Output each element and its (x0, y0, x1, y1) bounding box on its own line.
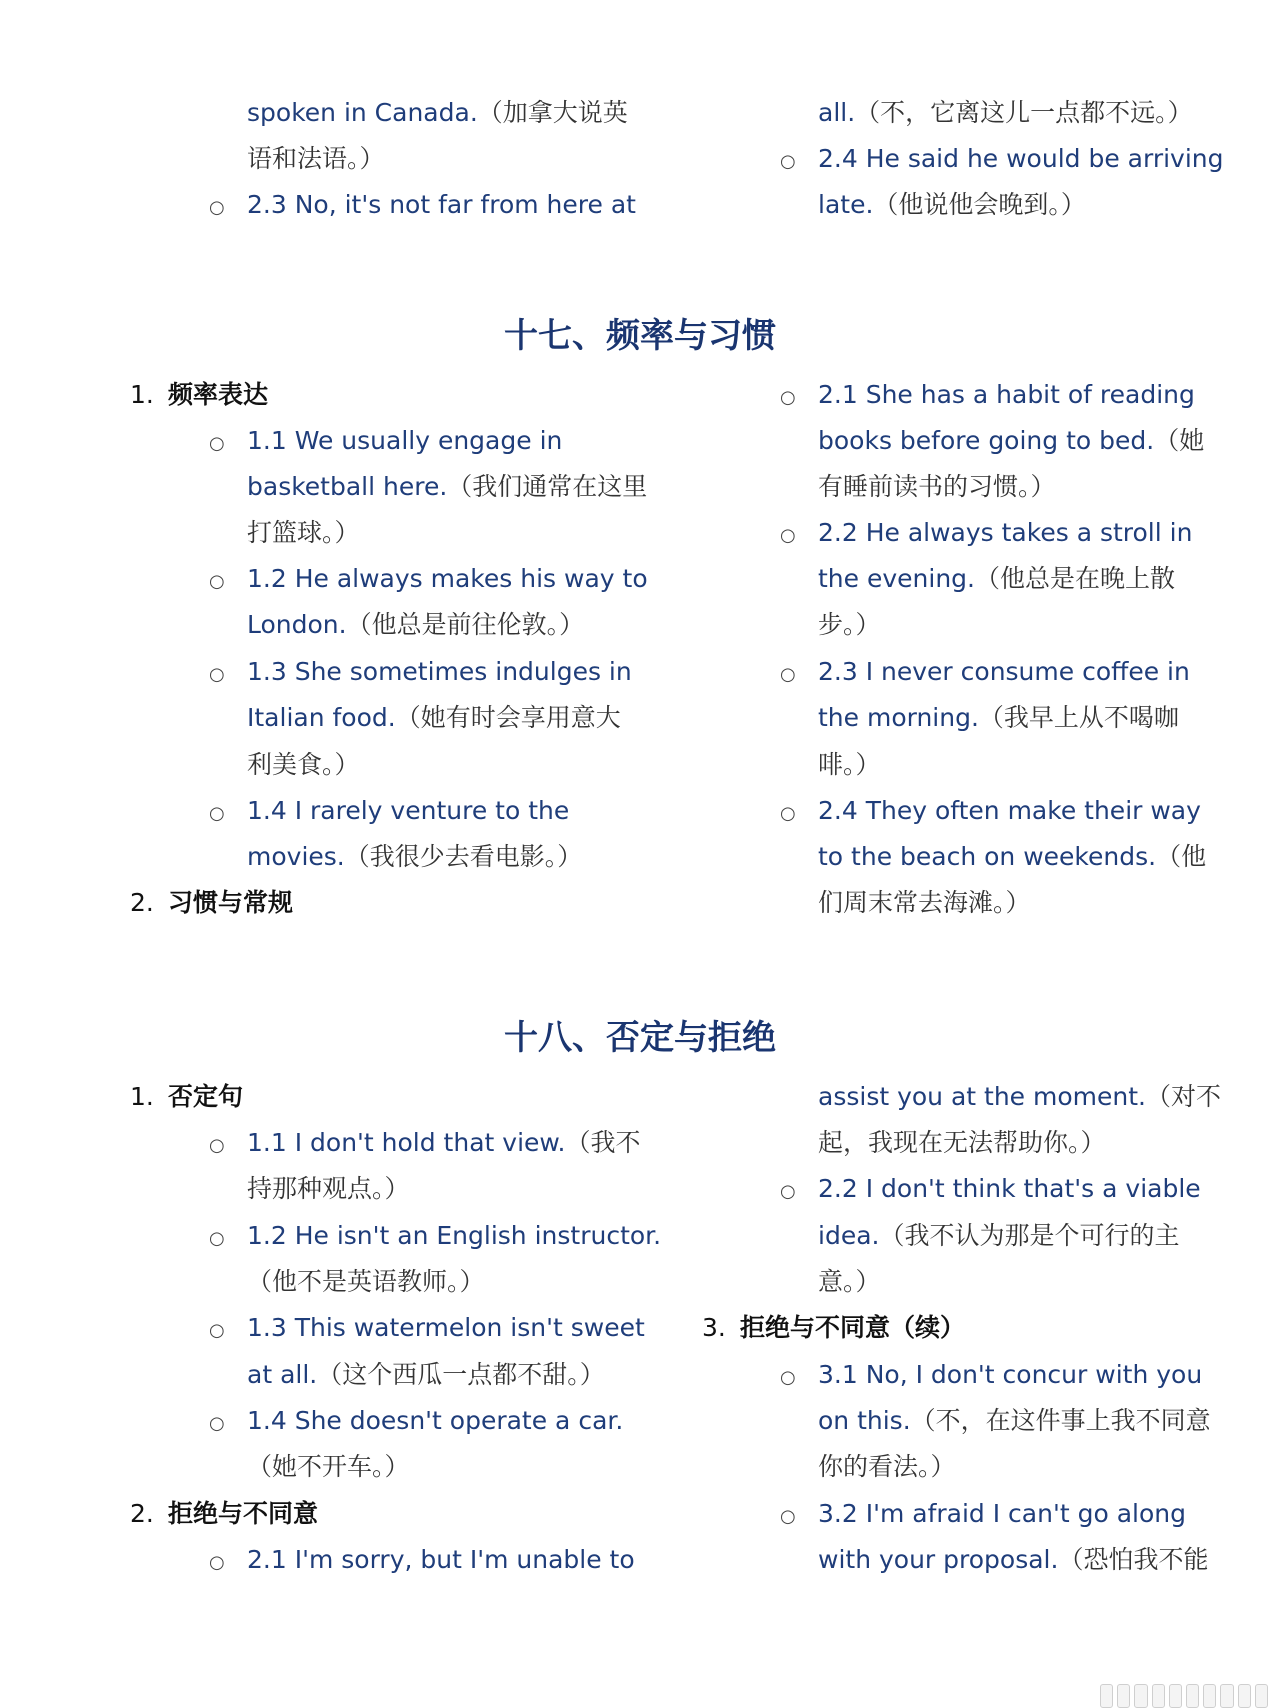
en-text: at all. (247, 1360, 318, 1389)
zh-text: （我不认为那是个可行的主 (879, 1221, 1180, 1250)
watermark-block (1220, 1684, 1233, 1708)
zh-text: （不，在这件事上我不同意 (910, 1406, 1211, 1435)
item-3-1-line-3: 你的看法。） (818, 1452, 956, 1481)
item-1-3-line-1: 1.3 This watermelon isn't sweet (247, 1313, 645, 1342)
zh-text: （她有时会享用意大 (395, 703, 621, 732)
heading-frequency: 频率表达 (168, 380, 269, 409)
bullet-icon: ○ (209, 1552, 225, 1573)
item-2-2-line-3: 意。） (818, 1267, 881, 1296)
top-left-line-2: 语和法语。） (247, 144, 385, 173)
bullet-icon: ○ (780, 525, 796, 546)
bullet-icon: ○ (780, 387, 796, 408)
item-1-2-line-1: 1.2 He isn't an English instructor. (247, 1221, 662, 1250)
section-17-title: 十七、频率与习惯 (504, 316, 776, 356)
bullet-icon: ○ (209, 1320, 225, 1341)
zh-text: （不，它离这儿一点都不远。） (855, 98, 1193, 127)
item-1-1-line-1: 1.1 We usually engage in (247, 426, 563, 455)
bullet-icon: ○ (780, 151, 796, 172)
item-2-4-line-2 (818, 842, 1206, 872)
item-3-1-line-1: 3.1 No, I don't concur with you (818, 1360, 1203, 1389)
heading-refusal-continued: 拒绝与不同意（续） (740, 1313, 966, 1342)
item-2-3-line-2 (818, 703, 1179, 733)
zh-text: （他总是在晚上散 (974, 564, 1175, 593)
en-text: on this. (818, 1406, 911, 1435)
watermark-block (1255, 1684, 1268, 1708)
top-right-line-3 (818, 190, 1086, 220)
watermark-block (1186, 1684, 1199, 1708)
item-1-4-line-1: 1.4 She doesn't operate a car. (247, 1406, 624, 1435)
watermark-block (1117, 1684, 1130, 1708)
zh-text: （他总是前往伦敦。） (346, 610, 585, 639)
watermark-block (1238, 1684, 1251, 1708)
item-2-2-line-3: 步。） (818, 610, 881, 639)
en-text: the morning. (818, 703, 979, 732)
item-1-1-line-2 (247, 472, 647, 502)
item-1-1-line-2: 持那种观点。） (247, 1174, 410, 1203)
item-1-3-line-2 (247, 1360, 605, 1390)
en-text: idea. (818, 1221, 880, 1250)
item-2-1-line-3: 起，我现在无法帮助你。） (818, 1128, 1106, 1157)
item-2-3-line-3: 啡。） (818, 750, 881, 779)
zh-text: （我很少去看电影。） (344, 842, 583, 871)
zh-text: （我们通常在这里 (447, 472, 648, 501)
item-1-3-line-1: 1.3 She sometimes indulges in (247, 657, 632, 686)
list-number: 1. (130, 380, 154, 409)
item-2-1-line-2 (818, 1082, 1221, 1112)
watermark (1100, 1684, 1268, 1706)
watermark-block (1203, 1684, 1216, 1708)
list-number: 2. (130, 888, 154, 917)
item-1-2-line-2: （他不是英语教师。） (247, 1267, 485, 1296)
top-right-item-2-4: 2.4 He said he would be arriving (818, 144, 1224, 173)
item-3-2-line-1: 3.2 I'm afraid I can't go along (818, 1499, 1186, 1528)
en-text: to the beach on weekends. (818, 842, 1157, 871)
bullet-icon: ○ (209, 1413, 225, 1434)
item-1-4-line-2 (247, 842, 582, 872)
bullet-icon: ○ (780, 1506, 796, 1527)
zh-text: （他 (1156, 842, 1207, 871)
item-2-2-line-2 (818, 564, 1175, 594)
zh-text: （我不 (565, 1128, 641, 1157)
item-1-3-line-3: 利美食。） (247, 750, 360, 779)
en-text: assist you at the moment. (818, 1082, 1146, 1111)
watermark-block (1152, 1684, 1165, 1708)
en-text: Italian food. (247, 703, 396, 732)
item-1-2-line-1: 1.2 He always makes his way to (247, 564, 648, 593)
item-2-2-line-1: 2.2 He always takes a stroll in (818, 518, 1193, 547)
item-1-4-line-2: （她不开车。） (247, 1452, 410, 1481)
item-1-3-line-2 (247, 703, 621, 733)
zh-text: （对不 (1146, 1082, 1222, 1111)
item-1-1-line-3: 打篮球。） (247, 518, 360, 547)
zh-text: （恐怕我不能 (1058, 1545, 1209, 1574)
item-2-4-line-3: 们周末常去海滩。） (818, 888, 1031, 917)
watermark-block (1134, 1684, 1147, 1708)
heading-refusal: 拒绝与不同意 (168, 1499, 319, 1528)
bullet-icon: ○ (209, 571, 225, 592)
en-text: basketball here. (247, 472, 448, 501)
item-2-1-line-1: 2.1 I'm sorry, but I'm unable to (247, 1545, 635, 1574)
list-number: 1. (130, 1082, 154, 1111)
item-2-3-line-1: 2.3 I never consume coffee in (818, 657, 1190, 686)
item-2-4-line-1: 2.4 They often make their way (818, 796, 1201, 825)
en-text: London. (247, 610, 347, 639)
item-2-2-line-1: 2.2 I don't think that's a viable (818, 1174, 1201, 1203)
en-text: 1.1 I don't hold that view. (247, 1128, 566, 1157)
en-text: with your proposal. (818, 1545, 1059, 1574)
zh-text: （加拿大说英 (477, 98, 628, 127)
list-number: 3. (702, 1313, 726, 1342)
item-2-1-line-2 (818, 426, 1204, 456)
top-right-line-1 (818, 98, 1193, 128)
item-3-2-line-2 (818, 1545, 1208, 1575)
top-left-item-2-3: 2.3 No, it's not far from here at (247, 190, 636, 219)
bullet-icon: ○ (780, 1367, 796, 1388)
en-text: the evening. (818, 564, 975, 593)
bullet-icon: ○ (209, 803, 225, 824)
bullet-icon: ○ (780, 1181, 796, 1202)
bullet-icon: ○ (209, 433, 225, 454)
top-left-line-1 (247, 98, 628, 128)
bullet-icon: ○ (209, 664, 225, 685)
zh-text: （我早上从不喝咖 (978, 703, 1179, 732)
watermark-block (1100, 1684, 1113, 1708)
list-number: 2. (130, 1499, 154, 1528)
bullet-icon: ○ (209, 197, 225, 218)
bullet-icon: ○ (780, 803, 796, 824)
en-text: books before going to bed. (818, 426, 1155, 455)
item-1-4-line-1: 1.4 I rarely venture to the (247, 796, 570, 825)
bullet-icon: ○ (780, 664, 796, 685)
heading-habits: 习惯与常规 (168, 888, 294, 917)
en-text: spoken in Canada. (247, 98, 478, 127)
zh-text: （这个西瓜一点都不甜。） (317, 1360, 605, 1389)
zh-text: （他说他会晚到。） (873, 190, 1086, 219)
item-3-1-line-2 (818, 1406, 1211, 1436)
zh-text: （她 (1154, 426, 1205, 455)
item-2-2-line-2 (818, 1221, 1179, 1251)
bullet-icon: ○ (209, 1228, 225, 1249)
bullet-icon: ○ (209, 1135, 225, 1156)
watermark-block (1169, 1684, 1182, 1708)
section-18-title: 十八、否定与拒绝 (504, 1018, 776, 1058)
item-2-1-line-1: 2.1 She has a habit of reading (818, 380, 1195, 409)
heading-negative: 否定句 (168, 1082, 244, 1111)
item-2-1-line-3: 有睡前读书的习惯。） (818, 472, 1056, 501)
en-text: all. (818, 98, 856, 127)
en-text: movies. (247, 842, 345, 871)
item-1-2-line-2 (247, 610, 584, 640)
en-text: late. (818, 190, 874, 219)
item-1-1-line-1 (247, 1128, 641, 1158)
